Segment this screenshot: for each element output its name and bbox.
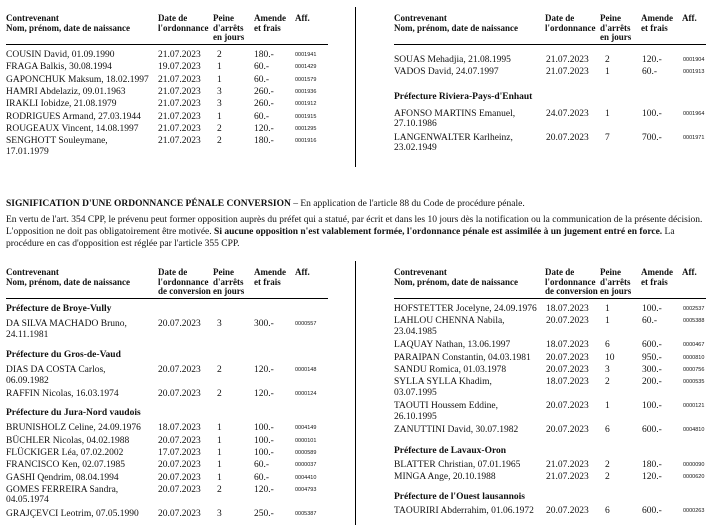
br-header-amende: Amende et frais	[641, 267, 673, 287]
ordonnance-date: 20.07.2023	[546, 316, 589, 327]
affaire-number: 0000121	[683, 403, 705, 410]
peine-jours: 6	[605, 340, 610, 351]
affaire-number: 0000535	[683, 379, 705, 386]
amende-frais: 60.-	[254, 460, 270, 471]
bl-header-peine: Peine d'arrêts en jours	[213, 267, 245, 296]
br-header-contrevenant: Contrevenant Nom, prénom, date de naissance	[394, 267, 518, 287]
affaire-number: 0000467	[683, 342, 705, 349]
affaire-number: 0001429	[295, 64, 317, 71]
table-row	[394, 425, 706, 438]
affaire-number: 0000124	[295, 391, 317, 397]
ordonnance-date: 21.07.2023	[158, 50, 201, 60]
amende-frais: 300.-	[254, 319, 274, 329]
table-row	[6, 75, 328, 88]
peine-jours: 1	[217, 460, 222, 471]
table-row	[394, 401, 706, 422]
amende-frais: 100.-	[642, 304, 662, 314]
contrevenant-birthdate: 26.10.1995	[394, 411, 437, 422]
amende-frais: 950.-	[642, 352, 662, 363]
contrevenant-name: SOUAS Mehadjia, 21.08.1995	[394, 55, 511, 65]
ordonnance-date: 20.07.2023	[546, 352, 589, 363]
contrevenant-name: TAOUTI Houssem Eddine,	[394, 401, 498, 412]
bottom-column-divider	[355, 261, 356, 525]
table-row	[6, 124, 328, 137]
contrevenant-name: MINGA Ange, 20.10.1988	[394, 471, 496, 482]
table-row	[6, 50, 328, 63]
contrevenant-name: DA SILVA MACHADO Bruno,	[6, 319, 127, 329]
table-row	[6, 484, 328, 506]
ordonnance-date: 21.07.2023	[158, 74, 201, 85]
ordonnance-date: 21.07.2023	[158, 111, 201, 122]
tr-header-peine: Peine d'arrêts en jours	[600, 13, 632, 42]
tr-header-amende: Amende et frais	[641, 13, 673, 33]
affaire-number: 0000090	[683, 461, 705, 468]
amende-frais: 180.-	[254, 50, 274, 60]
contrevenant-name: HAMRI Abdelaziz, 09.01.1963	[6, 86, 126, 97]
ordonnance-date: 20.07.2023	[546, 132, 589, 143]
br-header-aff: Aff.	[682, 267, 697, 277]
tl-header-date: Date de l'ordonnance	[158, 13, 209, 33]
tr-header-rule	[394, 44, 706, 45]
table-row	[6, 436, 328, 449]
prefecture-section-title: Préfecture de Lavaux-Oron	[394, 445, 507, 456]
ordonnance-date: 20.07.2023	[546, 506, 589, 517]
signification-title-rest: – En application de l'article 88 du Code de procédure pénale.	[290, 199, 525, 209]
amende-frais: 100.-	[254, 423, 274, 434]
amende-frais: 120.-	[254, 365, 274, 375]
affaire-number: 0001941	[295, 52, 317, 58]
affaire-number: 0001295	[295, 125, 317, 132]
contrevenant-name: IRAKLI Iobidze, 21.08.1979	[6, 99, 117, 110]
amende-frais: 100.-	[254, 447, 274, 458]
amende-frais: 60.-	[254, 74, 270, 85]
amende-frais: 600.-	[642, 506, 662, 517]
tr-header-contrevenant: Contrevenant Nom, prénom, date de naissance	[394, 13, 518, 33]
peine-jours: 2	[605, 377, 610, 388]
table-row	[394, 108, 706, 130]
contrevenant-name: ZANUTTINI David, 30.07.1982	[394, 425, 519, 436]
tr-header-date: Date de l'ordonnance	[545, 13, 596, 33]
ordonnance-date: 21.07.2023	[546, 471, 589, 482]
peine-jours: 10	[605, 352, 615, 363]
amende-frais: 180.-	[642, 459, 662, 470]
affaire-number: 0001579	[295, 76, 317, 83]
prefecture-section-title: Préfecture Riviera-Pays-d'Enhaut	[394, 91, 533, 102]
affaire-number: 0001915	[295, 113, 317, 120]
peine-jours: 1	[217, 423, 222, 434]
table-row	[394, 377, 706, 398]
amende-frais: 120.-	[254, 484, 274, 495]
amende-frais: 60.-	[642, 316, 658, 327]
ordonnance-date: 20.07.2023	[158, 484, 201, 495]
ordonnance-date: 17.07.2023	[158, 447, 201, 458]
peine-jours: 1	[217, 62, 222, 73]
contrevenant-name: RAFFIN Nicolas, 16.03.1974	[6, 389, 119, 399]
affaire-number: 0005388	[683, 318, 705, 325]
table-row	[6, 87, 328, 100]
peine-jours: 2	[217, 365, 222, 375]
ordonnance-date: 20.07.2023	[158, 389, 201, 399]
ordonnance-date: 24.07.2023	[546, 108, 589, 119]
table-row	[6, 319, 328, 340]
table-row	[6, 62, 328, 75]
contrevenant-name: AFONSO MARTINS Emanuel,	[394, 108, 516, 119]
affaire-number: 0002537	[683, 306, 705, 312]
table-row	[6, 460, 328, 473]
affaire-number: 0000263	[683, 508, 705, 515]
signification-p1-bold: Si aucune opposition n'est valablement formée, l'ordonnance pénale est assimilée à un jugement entré en force.	[214, 227, 663, 237]
contrevenant-birthdate: 17.01.1979	[6, 146, 49, 157]
table-row	[394, 304, 706, 317]
table-row	[6, 509, 328, 522]
affaire-number: 0001912	[295, 101, 317, 108]
contrevenant-name: SYLLA SYLLA Khadim,	[394, 377, 492, 388]
amende-frais: 250.-	[254, 508, 274, 519]
ordonnance-date: 18.07.2023	[158, 423, 201, 434]
bl-header-amende: Amende et frais	[254, 267, 286, 287]
table-row	[394, 353, 706, 366]
affaire-number: 0001971	[683, 134, 705, 141]
affaire-number: 0000037	[295, 462, 317, 469]
peine-jours: 3	[217, 99, 222, 110]
table-row	[394, 340, 706, 353]
contrevenant-birthdate: 24.11.1981	[6, 329, 49, 340]
amende-frais: 60.-	[254, 62, 270, 73]
peine-jours: 1	[605, 304, 610, 314]
table-row	[394, 132, 706, 154]
ordonnance-date: 18.07.2023	[546, 304, 589, 314]
table-row	[394, 472, 706, 485]
contrevenant-birthdate: 06.09.1982	[6, 375, 49, 386]
contrevenant-name: GOMES FERREIRA Sandra,	[6, 484, 119, 495]
table-row	[6, 448, 328, 461]
table-row	[394, 365, 706, 378]
contrevenant-birthdate: 04.05.1974	[6, 495, 49, 506]
br-header-date: Date de l'ordonnance de conversion	[545, 267, 598, 296]
table-row	[6, 112, 328, 125]
bl-header-rule	[6, 298, 328, 299]
prefecture-section-title: Préfecture de Broye-Vully	[6, 304, 112, 314]
contrevenant-name: BLATTER Christian, 07.01.1965	[394, 459, 521, 470]
affaire-number: 0000557	[295, 321, 317, 327]
contrevenant-name: FLÜCKIGER Léa, 07.02.2002	[6, 447, 124, 458]
prefecture-section-title: Préfecture de l'Ouest lausannois	[394, 492, 525, 503]
peine-jours: 2	[217, 136, 222, 147]
contrevenant-name: RODRIGUES Armand, 27.03.1944	[6, 111, 141, 122]
peine-jours: 1	[605, 67, 610, 78]
peine-jours: 3	[217, 319, 222, 329]
affaire-number: 0005387	[295, 510, 317, 517]
tl-header-peine: Peine d'arrêts en jours	[213, 13, 245, 42]
ordonnance-date: 20.07.2023	[158, 319, 201, 329]
peine-jours: 1	[605, 108, 610, 119]
ordonnance-date: 21.07.2023	[158, 123, 201, 134]
amende-frais: 120.-	[642, 471, 662, 482]
contrevenant-name: TAOURIRI Abderrahim, 01.06.1972	[394, 506, 534, 517]
amende-frais: 100.-	[642, 401, 662, 412]
ordonnance-date: 21.07.2023	[546, 459, 589, 470]
prefecture-section-title: Préfecture du Jura-Nord vaudois	[6, 408, 141, 419]
top-column-divider	[355, 7, 356, 167]
peine-jours: 1	[217, 111, 222, 122]
ordonnance-date: 20.07.2023	[158, 435, 201, 446]
amende-frais: 100.-	[254, 435, 274, 446]
tl-header-amende: Amende et frais	[254, 13, 286, 33]
contrevenant-birthdate: 23.04.1985	[394, 326, 437, 337]
affaire-number: 0001964	[683, 110, 705, 117]
contrevenant-name: FRANCISCO Ken, 02.07.1985	[6, 460, 126, 471]
affaire-number: 0000148	[295, 367, 317, 373]
peine-jours: 2	[217, 484, 222, 495]
peine-jours: 3	[217, 86, 222, 97]
affaire-number: 0004793	[295, 486, 317, 493]
contrevenant-name: GRAJÇEVCI Leotrim, 07.05.1990	[6, 508, 139, 519]
peine-jours: 2	[605, 459, 610, 470]
table-row	[6, 389, 328, 402]
ordonnance-date: 21.07.2023	[158, 86, 201, 97]
amende-frais: 200.-	[642, 377, 662, 388]
amende-frais: 120.-	[254, 389, 274, 399]
affaire-number: 0000810	[683, 354, 705, 361]
contrevenant-name: ROUGEAUX Vincent, 14.08.1997	[6, 123, 139, 134]
ordonnance-date: 20.07.2023	[158, 460, 201, 471]
tl-header-aff: Aff.	[295, 13, 310, 23]
affaire-number: 0004810	[683, 427, 705, 434]
peine-jours: 3	[605, 364, 610, 375]
ordonnance-date: 18.07.2023	[546, 340, 589, 351]
peine-jours: 6	[605, 425, 610, 436]
affaire-number: 0001913	[683, 69, 705, 76]
tr-header-aff: Aff.	[682, 13, 697, 23]
ordonnance-date: 21.07.2023	[158, 136, 201, 147]
contrevenant-name: DIAS DA COSTA Carlos,	[6, 365, 106, 375]
ordonnance-date: 20.07.2023	[546, 401, 589, 412]
contrevenant-name: BRUNISHOLZ Celine, 24.09.1976	[6, 423, 141, 434]
contrevenant-birthdate: 27.10.1986	[394, 119, 437, 130]
table-row	[6, 423, 328, 436]
contrevenant-name: GAPONCHUK Maksum, 18.02.1997	[6, 74, 149, 85]
ordonnance-date: 21.07.2023	[546, 55, 589, 65]
ordonnance-date: 19.07.2023	[158, 62, 201, 73]
ordonnance-date: 18.07.2023	[546, 377, 589, 388]
table-row	[394, 55, 706, 68]
table-row	[6, 136, 328, 157]
table-row	[394, 460, 706, 473]
contrevenant-name: FRAGA Balkis, 30.08.1994	[6, 62, 112, 73]
contrevenant-name: COUSIN David, 01.09.1990	[6, 50, 115, 60]
ordonnance-date: 21.07.2023	[158, 99, 201, 110]
amende-frais: 300.-	[642, 364, 662, 375]
peine-jours: 1	[605, 316, 610, 327]
peine-jours: 1	[217, 447, 222, 458]
peine-jours: 1	[605, 401, 610, 412]
ordonnance-date: 20.07.2023	[546, 425, 589, 436]
contrevenant-name: LAHLOU CHENNA Nabila,	[394, 316, 505, 327]
contrevenant-name: HOFSTETTER Jocelyne, 24.09.1976	[394, 304, 537, 314]
amende-frais: 60.-	[642, 67, 658, 78]
br-header-rule	[394, 298, 706, 299]
peine-jours: 2	[605, 55, 610, 65]
peine-jours: 1	[217, 472, 222, 483]
signification-paragraph	[6, 214, 706, 250]
table-row	[6, 99, 328, 112]
amende-frais: 120.-	[642, 55, 662, 65]
contrevenant-name: GASHI Qendrim, 08.04.1994	[6, 472, 119, 483]
peine-jours: 6	[605, 506, 610, 517]
contrevenant-name: BÜCHLER Nicolas, 04.02.1988	[6, 435, 130, 446]
amende-frais: 600.-	[642, 340, 662, 351]
table-row	[394, 67, 706, 80]
affaire-number: 0000756	[683, 366, 705, 373]
contrevenant-name: SENGHOTT Souleymane,	[6, 136, 108, 147]
contrevenant-name: LANGENWALTER Karlheinz,	[394, 132, 513, 143]
amende-frais: 60.-	[254, 472, 270, 483]
amende-frais: 60.-	[254, 111, 270, 122]
affaire-number: 0004410	[295, 474, 317, 481]
peine-jours: 3	[217, 508, 222, 519]
br-header-peine: Peine d'arrêts en jours	[600, 267, 632, 296]
amende-frais: 260.-	[254, 86, 274, 97]
amende-frais: 700.-	[642, 132, 662, 143]
signification-p1-end: La procédure en cas d'opposition est réglée par l'article 355 CPP.	[6, 227, 675, 249]
tl-header-rule	[6, 44, 328, 45]
amende-frais: 600.-	[642, 425, 662, 436]
ordonnance-date: 21.07.2023	[546, 67, 589, 78]
signification-title	[6, 199, 525, 209]
table-row	[394, 506, 706, 519]
amende-frais: 180.-	[254, 136, 274, 147]
contrevenant-birthdate: 03.07.1995	[394, 387, 437, 398]
peine-jours: 2	[217, 123, 222, 134]
affaire-number: 0000101	[295, 437, 317, 444]
prefecture-section-title: Préfecture du Gros-de-Vaud	[6, 350, 121, 360]
affaire-number: 0004149	[295, 425, 317, 432]
affaire-number: 0001916	[295, 138, 317, 145]
amende-frais: 120.-	[254, 123, 274, 134]
ordonnance-date: 20.07.2023	[158, 508, 201, 519]
affaire-number: 0001904	[683, 57, 705, 63]
bl-header-contrevenant: Contrevenant Nom, prénom, date de naissance	[6, 267, 130, 287]
ordonnance-date: 20.07.2023	[546, 364, 589, 375]
bl-header-aff: Aff.	[295, 267, 310, 277]
ordonnance-date: 20.07.2023	[158, 365, 201, 375]
bl-header-date: Date de l'ordonnance de conversion	[158, 267, 211, 296]
table-row	[394, 316, 706, 337]
affaire-number: 0000589	[295, 449, 317, 456]
peine-jours: 2	[605, 471, 610, 482]
table-row	[6, 473, 328, 486]
contrevenant-name: PARAIPAN Constantin, 04.03.1981	[394, 352, 531, 363]
tl-header-contrevenant: Contrevenant Nom, prénom, date de naissance	[6, 13, 130, 33]
affaire-number: 0000620	[683, 473, 705, 480]
peine-jours: 2	[217, 389, 222, 399]
amende-frais: 260.-	[254, 99, 274, 110]
contrevenant-name: VADOS David, 24.07.1997	[394, 67, 499, 78]
peine-jours: 1	[217, 435, 222, 446]
peine-jours: 1	[217, 74, 222, 85]
signification-p1: En vertu de l'art. 354 CPP, le prévenu peut former opposition auprès du préfet qui a statué, par écrit et dans les 10 jours dès la notification ou la communication de la présente décision. L'opposition ne doit pas obligatoirement être motivée.	[6, 215, 703, 237]
affaire-number: 0001936	[295, 88, 317, 95]
contrevenant-name: SANDU Romica, 01.03.1978	[394, 364, 507, 375]
peine-jours: 2	[217, 50, 222, 60]
amende-frais: 100.-	[642, 108, 662, 119]
contrevenant-name: LAQUAY Nathan, 13.06.1997	[394, 340, 511, 351]
ordonnance-date: 20.07.2023	[158, 472, 201, 483]
table-row	[6, 365, 328, 386]
contrevenant-birthdate: 23.02.1949	[394, 143, 437, 154]
peine-jours: 7	[605, 132, 610, 143]
signification-title-bold: SIGNIFICATION D'UNE ORDONNANCE PÉNALE CONVERSION	[6, 199, 291, 209]
